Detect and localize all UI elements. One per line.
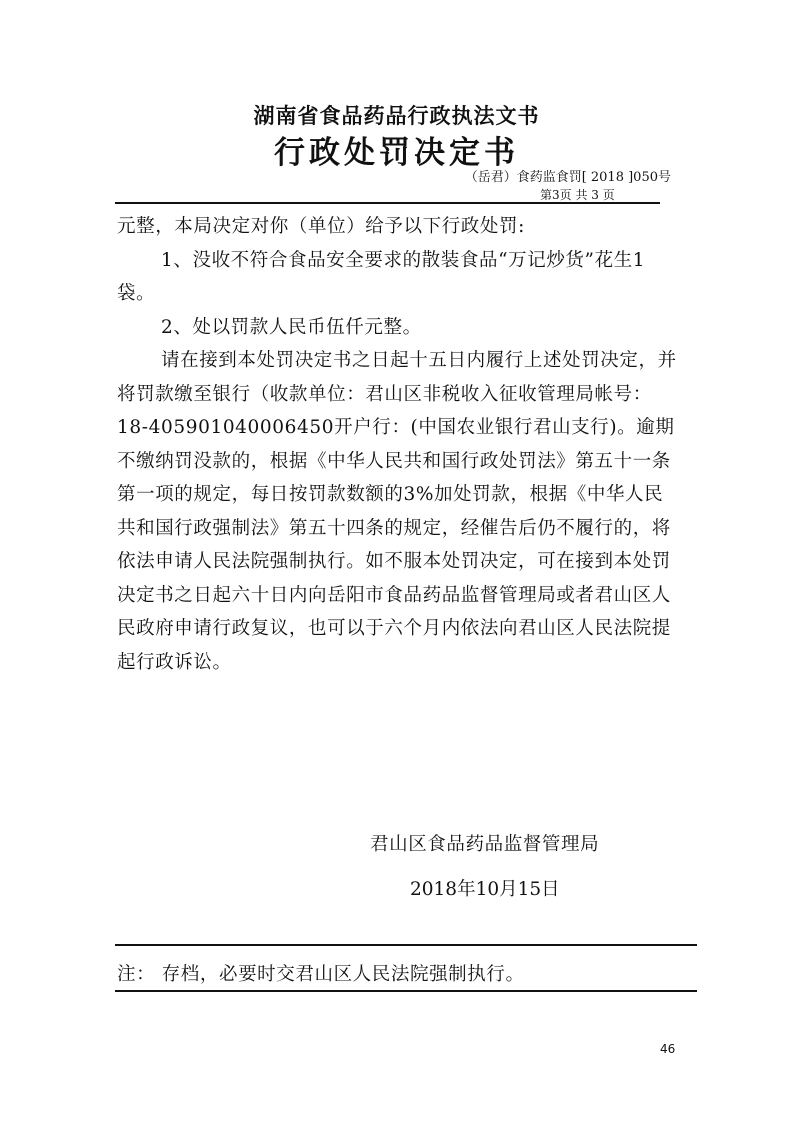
paragraph-penalty-1: 1、没收不符合食品安全要求的散装食品“万记炒货”花生1袋。 xyxy=(117,249,646,304)
page-info: 第3页 共 3 页 xyxy=(540,188,615,202)
paragraph-payment-instructions: 请在接到本处罚决定书之日起十五日内履行上述处罚决定，并将罚款缴至银行（收款单位：君山区非税收入征收管理局帐号：18-405901040006450开户行：(中国农业银行君山支行)。逾期不缴纳罚没款的，根据《中华人民共和国行政处罚法》第五十一条第一项的规定，每日按罚款数额的3%加处罚款，根据《中华人民共和国行政强制法》第五十四条的规定，经催告后仍不履行的，将依法申请人民法院强制执行。如不服本处罚决定，可在接到本处罚决定书之日起六十日内向岳阳市食品药品监督管理局或者君山区人民政府申请行政复议，也可以于六个月内依法向君山区人民法院提起行政诉讼。 xyxy=(117,350,677,673)
footer-note: 注： 存档，必要时交君山区人民法院强制执行。 xyxy=(117,964,525,985)
footer-divider-bottom xyxy=(115,990,697,992)
document-number: （岳君）食药监食罚[ 2018 ]050号 xyxy=(464,170,671,185)
page-number: 46 xyxy=(660,1042,676,1056)
paragraph-penalty-2: 2、处以罚款人民币伍仟元整。 xyxy=(161,316,422,338)
signing-date: 2018年10月15日 xyxy=(410,879,560,900)
footer-divider-top xyxy=(115,944,697,946)
header-divider xyxy=(115,202,660,204)
document-type-title: 行政处罚决定书 xyxy=(274,135,519,171)
decision-body xyxy=(117,210,677,679)
signing-agency: 君山区食品药品监督管理局 xyxy=(370,834,600,855)
agency-title: 湖南省食品药品行政执法文书 xyxy=(253,104,540,128)
paragraph-intro: 元整，本局决定对你（单位）给予以下行政处罚: xyxy=(117,216,525,237)
